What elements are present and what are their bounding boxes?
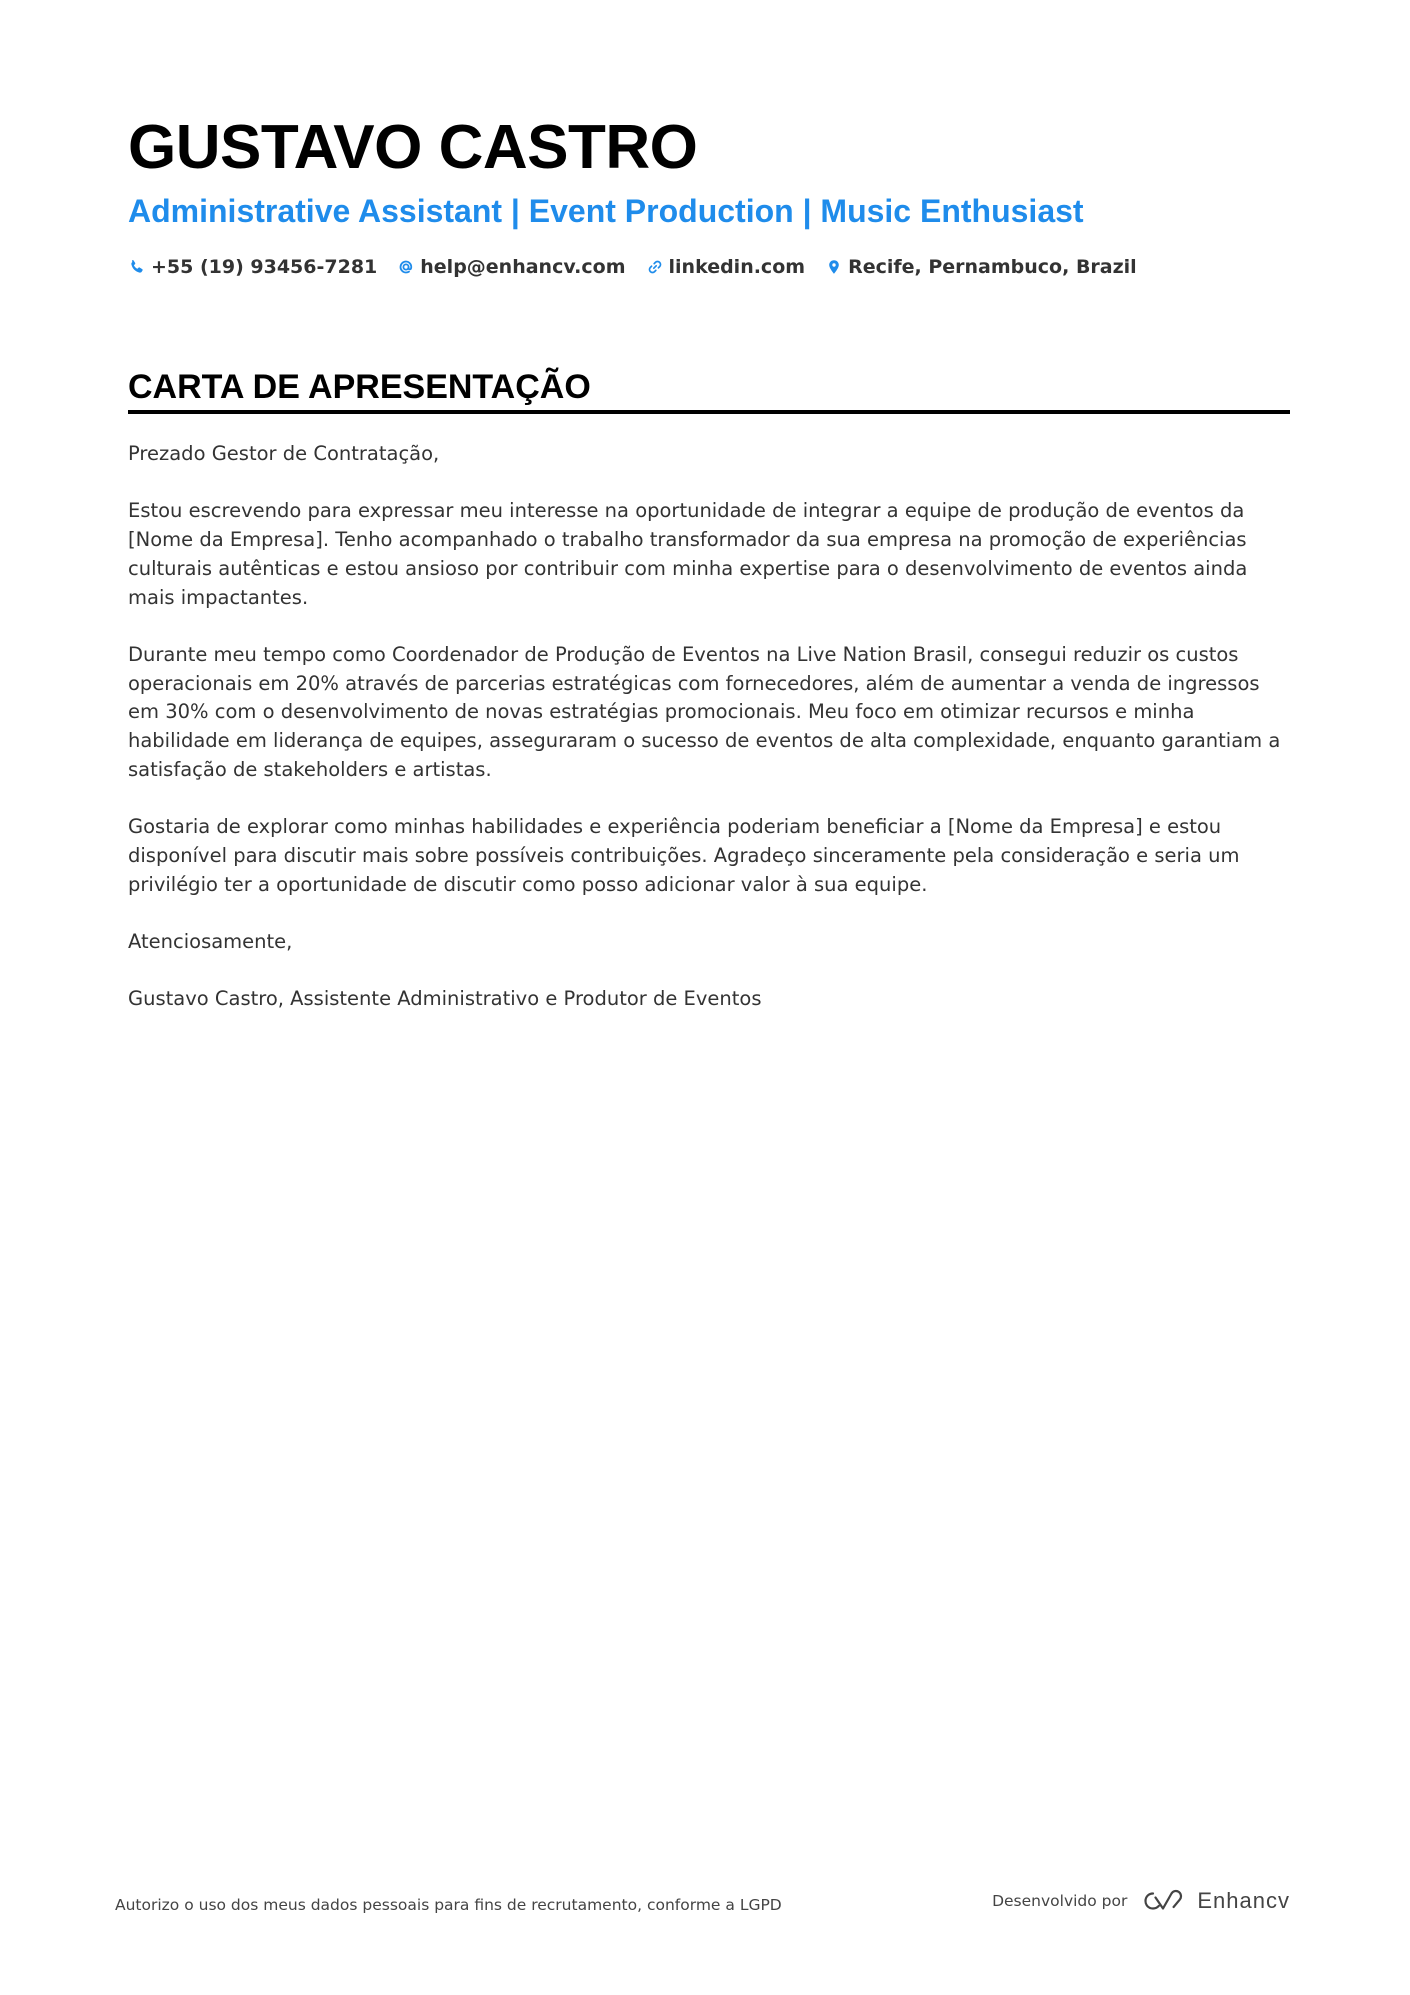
footer-consent: Autorizo o uso dos meus dados pessoais para fins de recrutamento, conforme a LGPD — [115, 1896, 782, 1914]
location-pin-icon — [825, 258, 843, 276]
letter-paragraph: Gostaria de explorar como minhas habilidades e experiência poderiam beneficiar a [Nome da Empresa] e estou disponível para discutir mais sobre possíveis contribuições. Agradeço sinceramente pela consideração e seria um privilégio ter a oportunidade de discutir como posso adicionar valor à sua equipe. — [128, 815, 1240, 896]
letter-signature: Gustavo Castro, Assistente Administrativo e Produtor de Eventos — [128, 987, 762, 1011]
contact-email[interactable] — [397, 256, 625, 278]
letter-paragraph: Estou escrevendo para expressar meu interesse na oportunidade de integrar a equipe de produção de eventos da [Nome da Empresa]. Tenho acompanhado o trabalho transformador da sua empresa na promoção de experiências culturais autênticas e estou ansioso por contribuir com minha expertise para o desenvolvimento de eventos ainda mais impactantes. — [128, 499, 1248, 609]
link-icon — [646, 258, 664, 276]
contact-bar — [128, 252, 1157, 282]
letter-paragraph: Durante meu tempo como Coordenador de Produção de Eventos na Live Nation Brasil, consegui reduzir os custos operacionais em 20% através de parcerias estratégicas com fornecedores, além de aumentar a venda de ingressos em 30% com o desenvolvimento de novas estratégias promocionais. Meu foco em otimizar recursos e minha habilidade em liderança de equipes, asseguraram o sucesso de eventos de alta complexidade, enquanto garantiam a satisfação de stakeholders e artistas. — [128, 642, 1281, 781]
contact-linkedin-text[interactable]: linkedin.com — [668, 256, 806, 278]
footer-built-by: Desenvolvido por — [992, 1892, 1128, 1910]
contact-location-text: Recife, Pernambuco, Brazil — [848, 256, 1137, 278]
letter-closing: Atenciosamente, — [128, 929, 293, 953]
contact-phone — [128, 256, 377, 278]
contact-phone-text: +55 (19) 93456-7281 — [151, 256, 378, 278]
contact-location — [825, 256, 1137, 278]
letter-greeting: Prezado Gestor de Contratação, — [128, 442, 440, 465]
enhancv-logo-icon — [1139, 1888, 1185, 1914]
section-divider — [128, 410, 1290, 414]
footer-branding[interactable] — [992, 1888, 1290, 1914]
letter-body — [128, 440, 1290, 1043]
at-icon — [397, 258, 415, 276]
candidate-name: GUSTAVO CASTRO — [128, 113, 698, 182]
candidate-headline: Administrative Assistant | Event Production | Music Enthusiast — [128, 193, 1084, 229]
phone-icon — [128, 258, 146, 276]
contact-email-text[interactable]: help@enhancv.com — [420, 256, 626, 278]
section-title: CARTA DE APRESENTAÇÃO — [128, 368, 591, 406]
enhancv-brand[interactable]: Enhancv — [1197, 1888, 1290, 1913]
contact-linkedin[interactable] — [646, 256, 806, 278]
